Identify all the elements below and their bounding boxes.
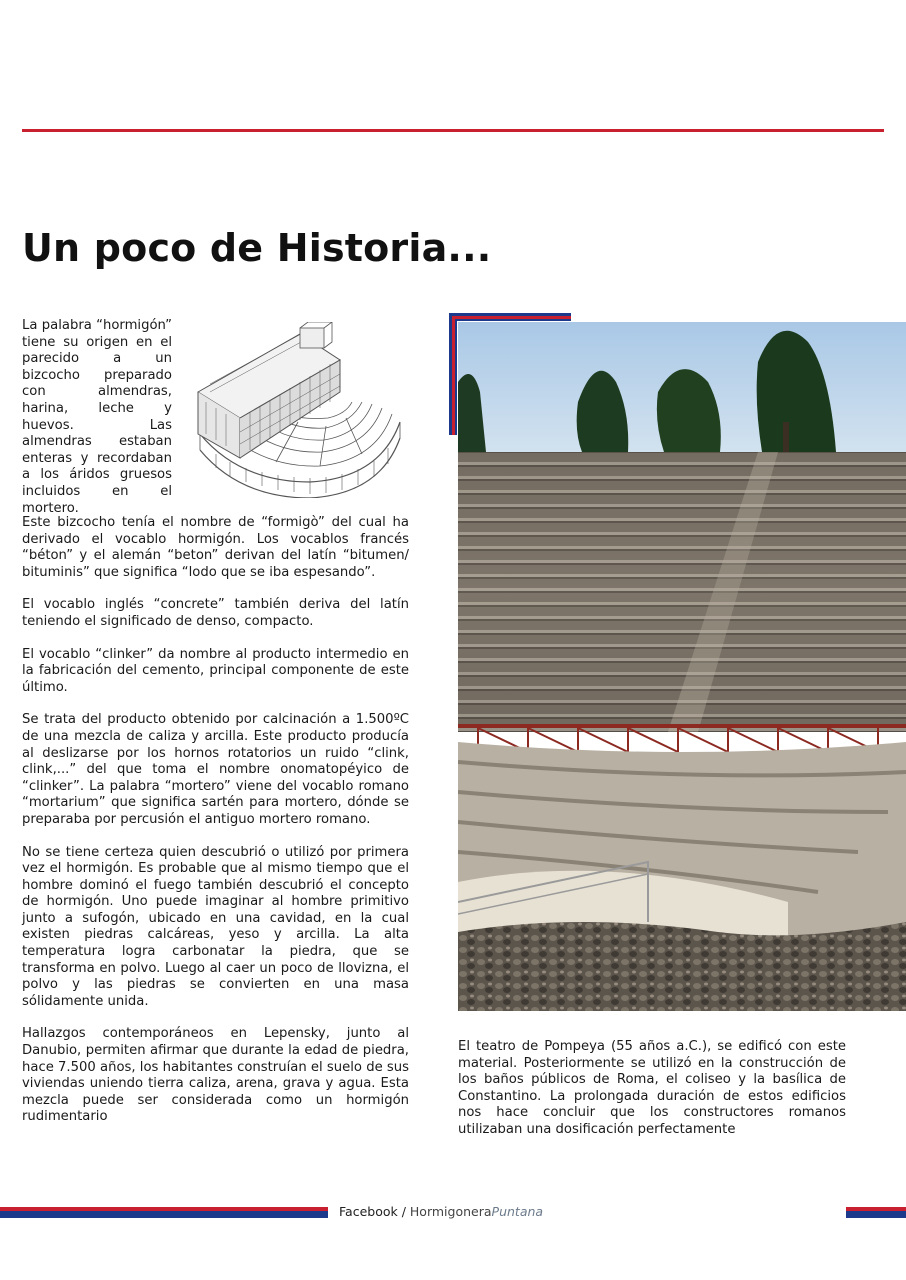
footer-brand: Hormigonera: [409, 1204, 492, 1219]
photo-frame: [449, 313, 906, 1011]
footer-social-link[interactable]: [339, 1204, 543, 1219]
roman-theater-illustration: [180, 322, 408, 498]
frame-corner-accent: [452, 316, 455, 435]
photo-caption: El teatro de Pompeya (55 años a.C.), se edificó con este material. Posteriormente se utilizó en la construcción de los baños públicos de Roma, el coliseo y la basílica de Constantino. La prolongada duración de estos edificios nos hace concluir que los constructores romanos utilizaban una dosificación perfectamente: [458, 1039, 846, 1137]
page-title: Un poco de Historia...: [22, 226, 492, 270]
main-text-column: [22, 515, 409, 1142]
paragraph: Este bizcocho tenía el nombre de “formigò” del cual ha derivado el vocablo hormigón. Los vocablos francés “béton” y el alemán “beton” derivan del latín “bitumen/ bituminis” que significa “lodo que se iba espesando”.: [22, 515, 409, 580]
paragraph: El vocablo inglés “concrete” también deriva del latín teniendo el significado de denso, compacto.: [22, 597, 409, 629]
paragraph: Se trata del producto obtenido por calcinación a 1.500ºC de una mezcla de caliza y arcilla. Este producto producía al deslizarse por los hornos rotatorios un ruido “clink, clink,...” del que toma el nombre onomatopéyico de “clinker”. La palabra “mortero” viene del vocablo romano “mortarium” que significa sartén para mortero, dónde se preparaba por percusión el antiguo mortero romano.: [22, 712, 409, 827]
frame-corner-accent: [452, 316, 571, 319]
caption-column: [458, 1039, 846, 1139]
paragraph: El vocablo “clinker” da nombre al producto intermedio en la fabricación del cemento, principal componente de este último.: [22, 646, 409, 695]
intro-paragraph: [22, 318, 172, 517]
footer-prefix: Facebook /: [339, 1204, 410, 1219]
top-rule: [22, 129, 884, 132]
pompeii-theater-photo: [458, 322, 906, 1011]
paragraph: No se tiene certeza quien descubrió o utilizó por primera vez el hormigón. Es probable que al mismo tiempo que el hombre dominó el fuego también descubrió el concepto de hormigón. Uno puede imaginar al hombre primitivo junto a sufogón, ubicado en una cavidad, en la cual existen piedras calcáreas, yeso y arcilla. La alta temperatura logra carbonatar la piedra, que se transforma en polvo. Luego al caer un poco de llovizna, el polvo y las piedras se convierten en una masa sólidamente unida.: [22, 844, 409, 1009]
intro-text: La palabra “hormigón” tiene su origen en el parecido a un bizcocho preparado con almendras, harina, leche y huevos. Las almendras estaban enteras y recordaban a los áridos gruesos incluidos en el mortero.: [22, 318, 172, 516]
paragraph: Hallazgos contemporáneos en Lepensky, junto al Danubio, permiten afirmar que durante la edad de piedra, hace 7.500 años, los habitantes construían el suelo de sus viviendas uniendo tierra caliza, arena, grava y agua. Esta mezcla puede ser considerada como un hormigón rudimentario: [22, 1026, 409, 1125]
footer-brand-accent: Puntana: [491, 1204, 544, 1219]
footer-band: [846, 1207, 906, 1218]
footer-band: [0, 1207, 328, 1218]
